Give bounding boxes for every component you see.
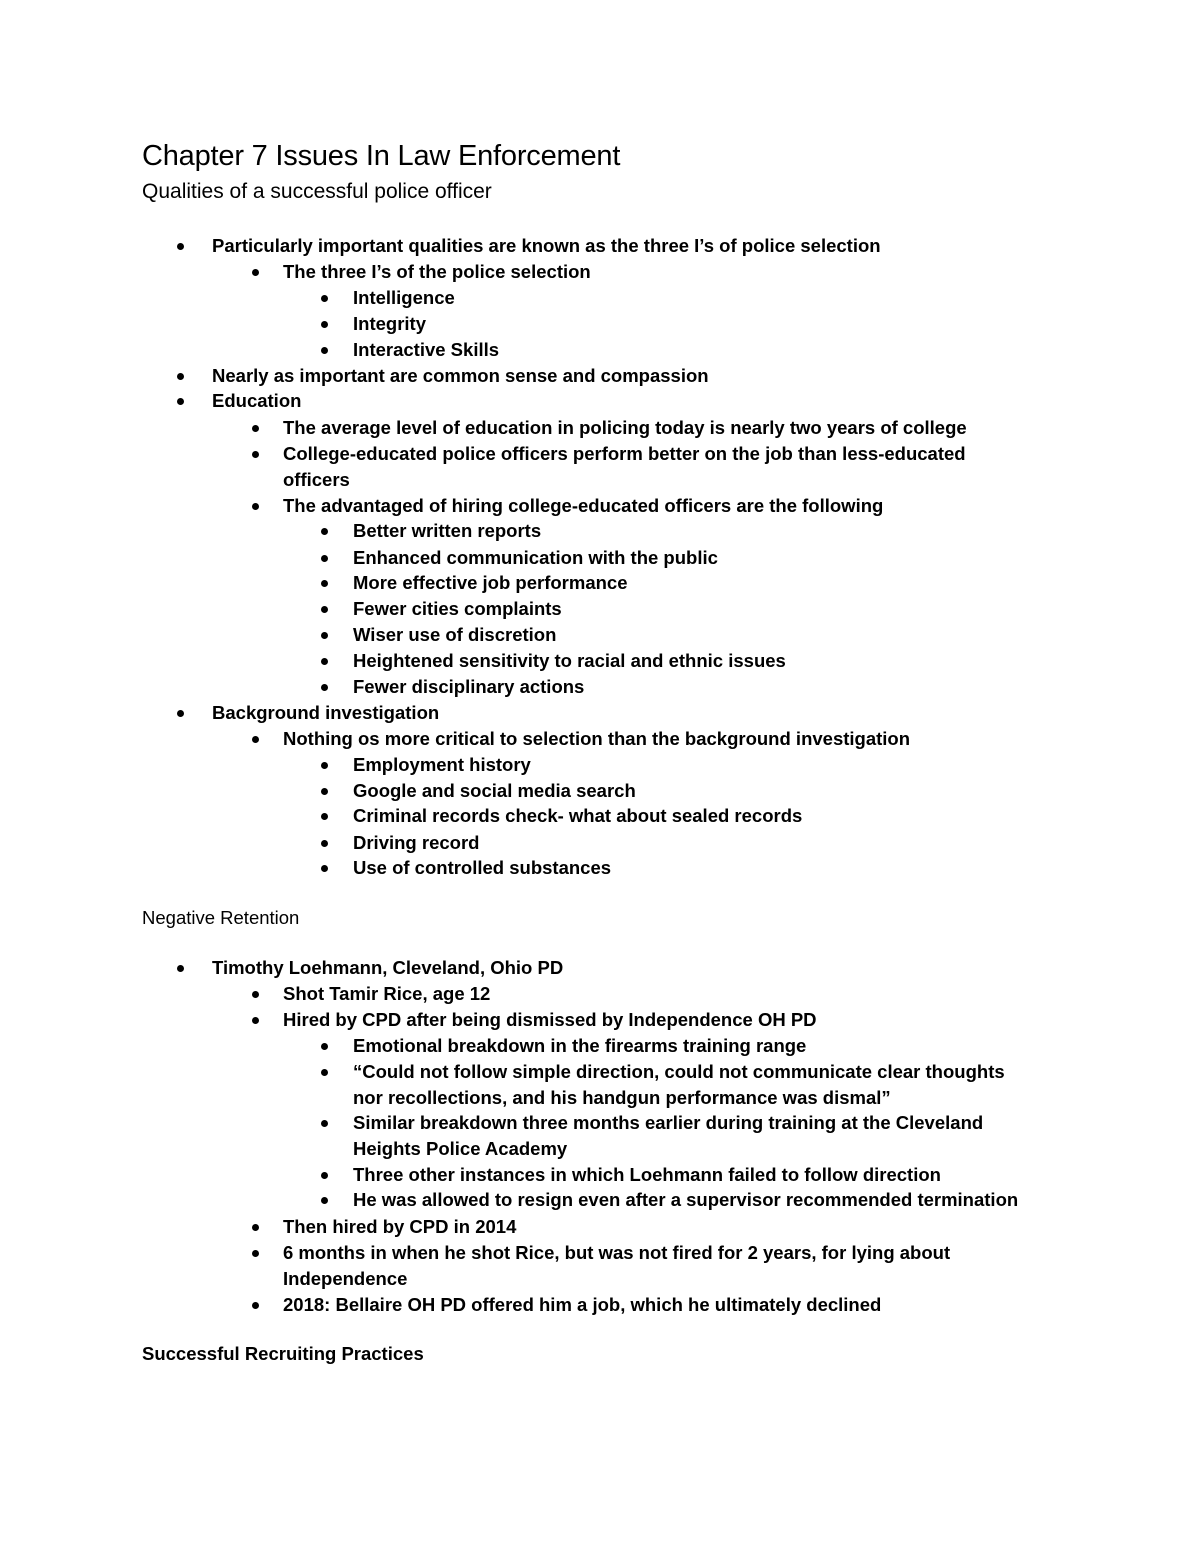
list-item: Three other instances in which Loehmann failed to follow direction [353,1164,941,1185]
list-item: 6 months in when he shot Rice, but was not fired for 2 years, for lying about [283,1242,951,1263]
bullet-icon [321,1120,328,1127]
bullet-icon [252,503,259,510]
bullet-icon [321,840,328,847]
list-item: Education [212,390,302,411]
bullet-icon [252,1017,259,1024]
bullet-icon [321,528,328,535]
bullet-icon [252,1250,259,1257]
bullet-icon [321,321,328,328]
list-item: Intelligence [353,287,455,308]
list-item: The average level of education in policing today is nearly two years of college [283,417,967,438]
bullet-icon [252,269,259,276]
list-item: 2018: Bellaire OH PD offered him a job, which he ultimately declined [283,1294,882,1315]
list-item: The advantaged of hiring college-educated officers are the following [283,495,884,516]
bullet-icon [321,347,328,354]
section-heading-negative-retention: Negative Retention [142,907,300,928]
list-item: Then hired by CPD in 2014 [283,1216,517,1237]
list-item: Background investigation [212,702,440,723]
list-item-continuation: nor recollections, and his handgun performance was dismal” [353,1087,891,1108]
bullet-icon [321,658,328,665]
bullet-icon [321,1197,328,1204]
list-item: College-educated police officers perform better on the job than less-educated [283,443,966,464]
list-item: Better written reports [353,520,542,541]
list-item-continuation: officers [283,469,350,490]
list-item: Integrity [353,313,426,334]
list-item: Wiser use of discretion [353,624,557,645]
bullet-icon [321,580,328,587]
bullet-icon [321,762,328,769]
list-item: Similar breakdown three months earlier during training at the Cleveland [353,1112,984,1133]
list-item: Timothy Loehmann, Cleveland, Ohio PD [212,957,564,978]
bullet-icon [321,1043,328,1050]
list-item: Emotional breakdown in the firearms training range [353,1035,807,1056]
list-item: Hired by CPD after being dismissed by Independence OH PD [283,1009,817,1030]
bullet-icon [321,632,328,639]
bullet-icon [177,710,184,717]
bullet-icon [177,965,184,972]
bullet-icon [252,1302,259,1309]
bullet-icon [321,684,328,691]
list-item: Shot Tamir Rice, age 12 [283,983,491,1004]
bullet-icon [321,865,328,872]
list-item: More effective job performance [353,572,628,593]
list-item-continuation: Independence [283,1268,408,1289]
bullet-icon [321,813,328,820]
bullet-icon [321,555,328,562]
list-item: The three I’s of the police selection [283,261,591,282]
bullet-icon [321,295,328,302]
bullet-icon [252,451,259,458]
list-item: Employment history [353,754,531,775]
list-item: Nothing os more critical to selection than the background investigation [283,728,911,749]
list-item: Enhanced communication with the public [353,547,718,568]
bullet-icon [252,736,259,743]
bullet-icon [252,425,259,432]
bullet-icon [321,788,328,795]
list-item: Heightened sensitivity to racial and ethnic issues [353,650,786,671]
list-item: Criminal records check- what about sealed records [353,805,803,826]
list-item: Particularly important qualities are known as the three I’s of police selection [212,235,881,256]
list-item: “Could not follow simple direction, could not communicate clear thoughts [353,1061,1005,1082]
list-item: Google and social media search [353,780,636,801]
list-item: Interactive Skills [353,339,500,360]
list-item: Nearly as important are common sense and compassion [212,365,709,386]
bullet-icon [252,991,259,998]
bullet-icon [177,243,184,250]
list-item: Driving record [353,832,480,853]
page-subtitle: Qualities of a successful police officer [142,180,492,203]
bullet-icon [252,1224,259,1231]
list-item: Fewer cities complaints [353,598,562,619]
list-item: He was allowed to resign even after a supervisor recommended termination [353,1189,1019,1210]
list-item: Use of controlled substances [353,857,612,878]
bullet-icon [321,1172,328,1179]
list-item: Fewer disciplinary actions [353,676,585,697]
page-title: Chapter 7 Issues In Law Enforcement [142,140,621,172]
bullet-icon [177,398,184,405]
section-heading-recruiting: Successful Recruiting Practices [142,1343,424,1364]
bullet-icon [177,373,184,380]
bullet-icon [321,1069,328,1076]
bullet-icon [321,606,328,613]
list-item-continuation: Heights Police Academy [353,1138,568,1159]
